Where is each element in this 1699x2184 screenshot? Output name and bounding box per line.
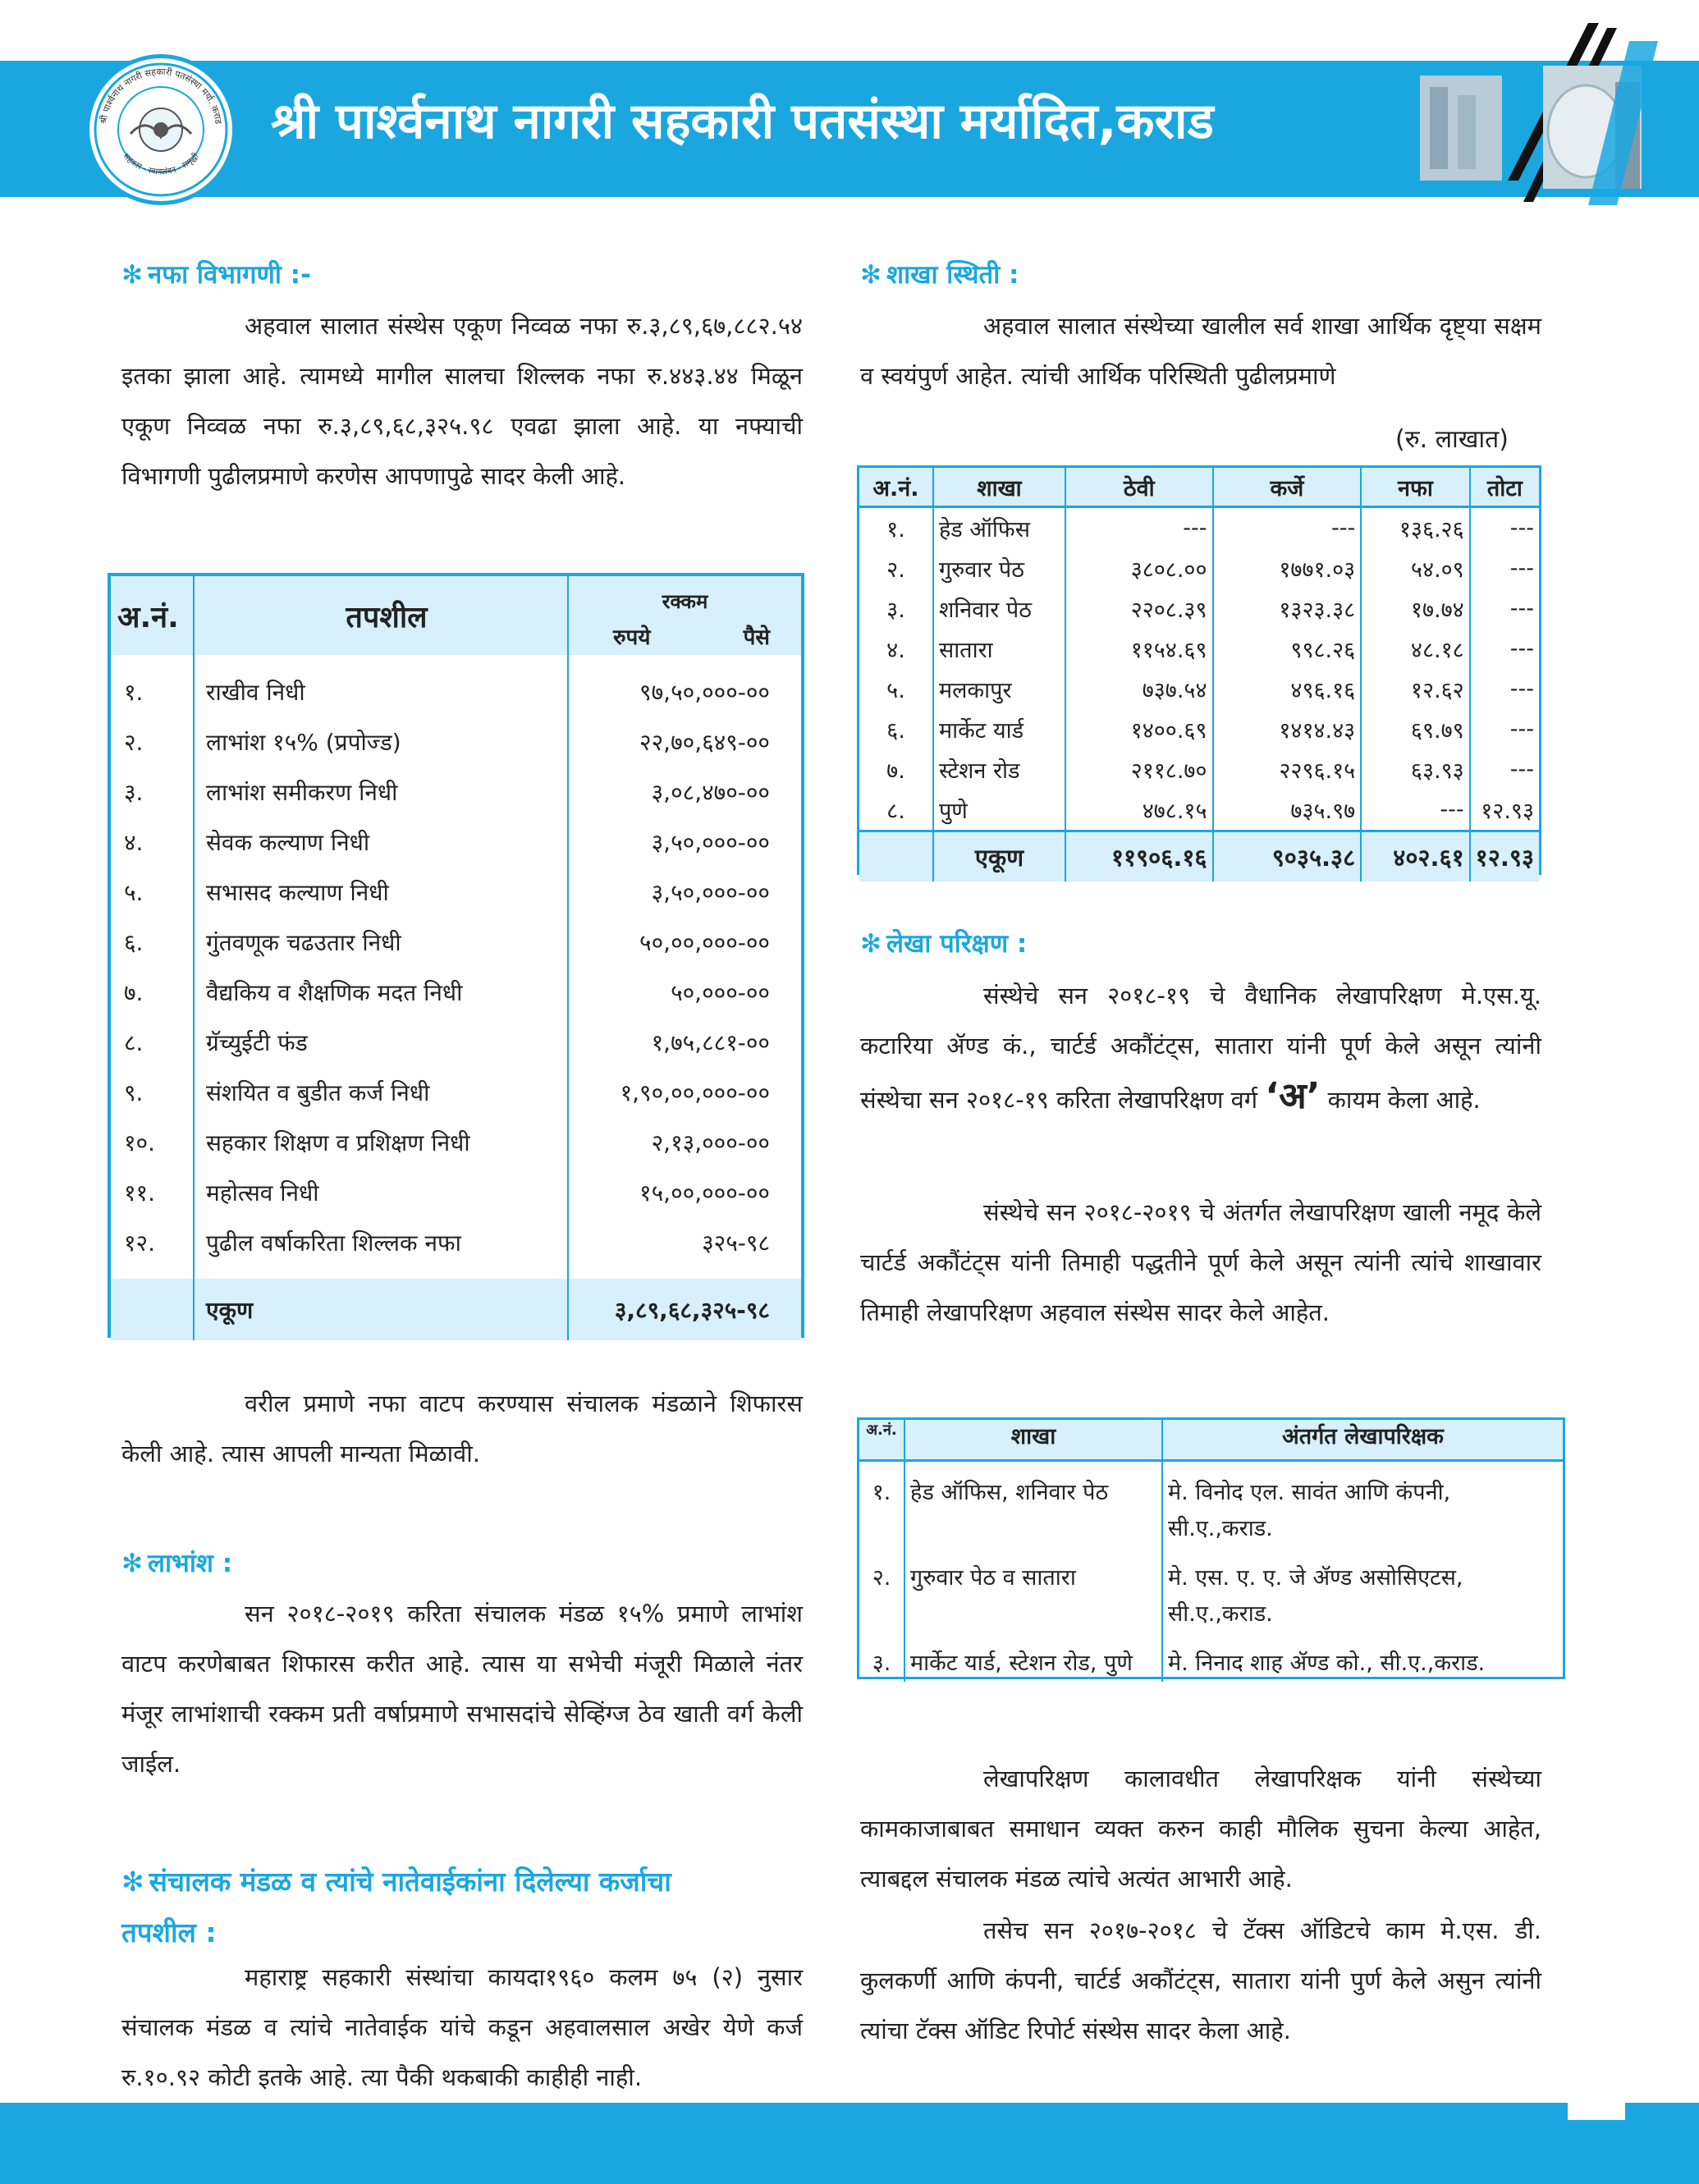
branch-cell: १२.९३ (1470, 790, 1539, 831)
row-detail: महोत्सव निधी (194, 1167, 568, 1217)
branch-cell: ३८०८.०० (1065, 548, 1213, 588)
branch-cell: शनिवार पेठ (933, 588, 1065, 629)
table-row (111, 1067, 801, 1117)
total-amount: ३,८९,६८,३२५-९८ (568, 1279, 801, 1340)
row-amount: ३,५०,०००-०० (568, 817, 801, 867)
branch-cell: २२९६.१५ (1213, 749, 1362, 790)
branch-cell: ५. (886, 678, 905, 703)
branch-cell: ८. (886, 799, 905, 824)
branch-cell: २२०८.३९ (1065, 588, 1213, 629)
branch-total-cell: १२.९३ (1470, 831, 1539, 882)
logo-emblem-icon (89, 58, 232, 201)
col-paise-label: पैसे (743, 625, 770, 650)
branch-col-header: ठेवी (1065, 468, 1213, 507)
auditor-cell: २. (872, 1565, 891, 1591)
table-row (111, 967, 801, 1017)
audit-p3: लेखापरिक्षण कालावधीत लेखापरिक्षक यांनी संस्थेच्या कामकाजाबाबत समाधान व्यक्त करुन काही मौलिक सुचना केल्या आहेत, त्याबद्दल संचालक मंडळ त्यांचे अत्यंत आभारी आहे. (860, 1765, 1541, 1893)
row-sn: १२. (124, 1229, 156, 1257)
col-amount (568, 576, 801, 655)
row-detail: सभासद कल्याण निधी (194, 867, 568, 917)
internal-auditor-table (857, 1417, 1565, 1679)
dividend-text: सन २०१८-२०१९ करिता संचालक मंडळ १५% प्रमाणे लाभांश वाटप करणेबाबत शिफारस करीत आहे. त्यास या सभेची मंजूरी मिळाले नंतर मंजूर लाभांशाची रक्कम प्रती वर्षाप्रमाणे सभासदांचे सेव्हिंग्ज ठेव खाती वर्ग केली जाईल. (121, 1600, 803, 1778)
heading-loans: ✻ संचालक मंडळ व त्यांचे नातेवाईकांना दिलेल्या कर्जाचा तपशील : (121, 1866, 671, 1948)
auditor-cell: मार्केट यार्ड, स्टेशन रोड, पुणे (904, 1632, 1162, 1682)
table-row (111, 1167, 801, 1217)
logo (85, 54, 236, 205)
loans-text: महाराष्ट्र सहकारी संस्थांचा कायदा१९६० कलम ७५ (२) नुसार संचालक मंडळ व त्यांचे नातेवाईक यांचे कडून अहवालसाल अखेर येणे कर्ज रु.१०.९२ कोटी इतके आहे. त्या पैकी थकबाकी काहीही नाही. (121, 1963, 803, 2091)
heading-audit: ✻ लेखा परिक्षण : (860, 929, 1028, 959)
row-detail: लाभांश समीकरण निधी (194, 767, 568, 817)
branch-cell: १४१४.४३ (1213, 709, 1362, 749)
table-spacer (111, 655, 801, 666)
table-row (859, 629, 1539, 669)
row-detail: सहकार शिक्षण व प्रशिक्षण निधी (194, 1117, 568, 1167)
unit-label: (रु. लाखात) (1395, 425, 1509, 454)
row-amount: २,१३,०००-०० (568, 1117, 801, 1167)
row-sn: ५. (124, 878, 144, 906)
branch-cell: --- (1470, 548, 1539, 588)
branch-total-cell: एकूण (933, 831, 1065, 882)
branch-cell: ७३५.९७ (1213, 790, 1362, 831)
table-row (111, 1117, 801, 1167)
branch-cell: स्टेशन रोड (933, 749, 1065, 790)
row-detail: राखीव निधी (194, 666, 568, 717)
branch-cell: --- (1213, 507, 1362, 549)
profit-distribution-table (108, 573, 804, 1338)
branch-col-header: तोटा (1470, 468, 1539, 507)
branch-col-header: शाखा (933, 468, 1065, 507)
branch-cell: --- (1470, 507, 1539, 549)
branch-cell: ११५४.६९ (1065, 629, 1213, 669)
audit-p1: संस्थेचे सन २०१८-१९ चे वैधानिक लेखापरिक्षण मे.एस.यू. कटारिया ॲण्ड कं., चार्टर्ड अकौंटंट्स, सातारा यांनी पूर्ण केले असून त्यांनी संस्थेचा सन २०१८-१९ करिता लेखापरिक्षण वर्ग ‘अ’ कायम केला आहे. (860, 982, 1541, 1117)
row-amount: १,९०,००,०००-०० (568, 1067, 801, 1117)
auditor-cell: मे. निनाद शाह ॲण्ड को., सी.ए.,कराड. (1162, 1632, 1563, 1682)
row-detail: गुंतवणूक चढउतार निधी (194, 917, 568, 967)
row-detail: पुढील वर्षाकरिता शिल्लक नफा (194, 1217, 568, 1267)
row-sn: ७. (124, 978, 144, 1006)
row-sn: ९. (124, 1078, 144, 1106)
row-sn: ३. (124, 778, 144, 806)
row-amount: १५,००,०००-०० (568, 1167, 801, 1217)
profit-intro: अहवाल सालात संस्थेस एकूण निव्वळ नफा रु.३,८९,६७,८८२.५४ इतका झाला आहे. त्यामध्ये मागील सालचा शिल्लक नफा रु.४४३.४४ मिळून एकूण निव्वळ नफा रु.३,८९,६८,३२५.९८ एवढा झाला आहे. या नफ्याची विभागणी पुढीलप्रमाणे करणेस आपणापुढे सादर केली आहे. (121, 312, 803, 490)
branch-total-cell: ९०३५.३८ (1213, 831, 1362, 882)
row-amount: ९७,५०,०००-०० (568, 666, 801, 717)
branch-col-header: अ.नं. (859, 468, 933, 507)
table-row (111, 917, 801, 967)
branch-cell: --- (1470, 669, 1539, 709)
audit-p2: संस्थेचे सन २०१८-२०१९ चे अंतर्गत लेखापरिक्षण खाली नमूद केले चार्टर्ड अकौंटंट्स यांनी तिमाही पद्धतीने पूर्ण केले असून त्यांनी त्यांचे शाखावार तिमाही लेखापरिक्षण अहवाल संस्थेस सादर केले आहेत. (860, 1198, 1541, 1326)
row-amount: ३,५०,०००-०० (568, 867, 801, 917)
footer-band (0, 2103, 1699, 2184)
col-detail: तपशील (194, 576, 568, 655)
row-amount: ५०,०००-०० (568, 967, 801, 1017)
branch-cell: ५४.०९ (1361, 548, 1469, 588)
row-detail: ग्रॅच्युईटी फंड (194, 1017, 568, 1067)
branch-cell: १७.७४ (1361, 588, 1469, 629)
branch-total-cell (859, 831, 933, 882)
table-row (111, 817, 801, 867)
branches-intro: अहवाल सालात संस्थेच्या खालील सर्व शाखा आर्थिक दृष्ट्या सक्षम व स्वयंपुर्ण आहेत. त्यांची आर्थिक परिस्थिती पुढीलप्रमाणे (860, 312, 1541, 390)
row-amount: २२,७०,६४९-०० (568, 717, 801, 767)
table-row (859, 1547, 1563, 1632)
row-sn: १. (124, 678, 144, 706)
branch-cell: १३६.२६ (1361, 507, 1469, 549)
branch-cell: १४००.६९ (1065, 709, 1213, 749)
auditor-cell: गुरुवार पेठ व सातारा (904, 1547, 1162, 1632)
branch-cell: ७३७.५४ (1065, 669, 1213, 709)
branch-cell: --- (1470, 709, 1539, 749)
branch-cell: हेड ऑफिस (933, 507, 1065, 549)
table-row (859, 749, 1539, 790)
heading-branches: ✻ शाखा स्थिती : (860, 260, 1019, 290)
branch-cell: --- (1470, 629, 1539, 669)
row-sn: ११. (124, 1179, 156, 1206)
auditor-cell: ३. (872, 1651, 891, 1676)
table-row (111, 717, 801, 767)
branch-cell: मलकापुर (933, 669, 1065, 709)
row-sn: ८. (124, 1028, 144, 1056)
row-amount: ३२५-९८ (568, 1217, 801, 1267)
branch-cell: २. (886, 557, 905, 583)
col-amount-label: रक्कम (662, 590, 708, 613)
row-detail: सेवक कल्याण निधी (194, 817, 568, 867)
branch-cell: १७७१.०३ (1213, 548, 1362, 588)
table-spacer (111, 1267, 801, 1279)
auditor-col-header: अंतर्गत लेखापरिक्षक (1162, 1420, 1563, 1461)
row-detail: वैद्यकिय व शैक्षणिक मदत निधी (194, 967, 568, 1017)
page-title: श्री पार्श्वनाथ नागरी सहकारी पतसंस्था मर्यादित,कराड (271, 93, 1214, 150)
branch-col-header: नफा (1361, 468, 1469, 507)
auditor-cell: मे. एस. ए. ए. जे ॲण्ड असोसिएटस, सी.ए.,कराड. (1162, 1547, 1563, 1632)
table-row (111, 867, 801, 917)
branch-cell: मार्केट यार्ड (933, 709, 1065, 749)
branch-cell: --- (1065, 507, 1213, 549)
col-rupees-label: रुपये (613, 625, 651, 650)
table-total-row (111, 1279, 801, 1340)
row-sn: ४. (124, 828, 144, 856)
branch-cell: --- (1470, 588, 1539, 629)
branch-cell: ६३.९३ (1361, 749, 1469, 790)
row-amount: ५०,००,०००-०० (568, 917, 801, 967)
heading-dividend: ✻ लाभांश : (121, 1549, 233, 1578)
table-row (859, 588, 1539, 629)
asterisk-icon: ✻ (121, 260, 143, 290)
branch-cell: ४. (886, 638, 905, 663)
profit-outro: वरील प्रमाणे नफा वाटप करण्यास संचालक मंडळाने शिफारस केली आहे. त्यास आपली मान्यता मिळावी. (121, 1390, 803, 1467)
table-row (859, 709, 1539, 749)
branch-cell: ६९.७९ (1361, 709, 1469, 749)
audit-p4: तसेच सन २०१७-२०१८ चे टॅक्स ऑडिटचे काम मे.एस. डी. कुलकर्णी आणि कंपनी, चार्टर्ड अकौंटंट्स, सातारा यांनी पुर्ण केले असुन त्यांनी त्यांचा टॅक्स ऑडिट रिपोर्ट संस्थेस सादर केला आहे. (860, 1916, 1541, 2044)
row-amount: १,७५,८८१-०० (568, 1017, 801, 1067)
footer-notch (1568, 2087, 1625, 2120)
row-sn: ६. (124, 928, 144, 956)
auditor-cell: मे. विनोद एल. सावंत आणि कंपनी, सी.ए.,कराड. (1162, 1461, 1563, 1548)
branch-col-header: कर्जे (1213, 468, 1362, 507)
table-row (859, 1461, 1563, 1548)
row-sn: २. (124, 728, 144, 756)
branch-cell: ९९८.२६ (1213, 629, 1362, 669)
row-amount: ३,०८,४७०-०० (568, 767, 801, 817)
asterisk-icon: ✻ (121, 1549, 143, 1578)
table-row (859, 507, 1539, 549)
branch-cell: पुणे (933, 790, 1065, 831)
branch-cell: ३. (886, 598, 905, 623)
table-row (111, 1017, 801, 1067)
asterisk-icon: ✻ (860, 260, 882, 290)
branch-status-table (857, 465, 1541, 875)
branch-total-cell: ११९०६.१६ (1065, 831, 1213, 882)
branch-cell: २११८.७० (1065, 749, 1213, 790)
branch-cell: १. (886, 517, 905, 543)
auditor-cell: १. (872, 1480, 891, 1505)
auditor-col-header: शाखा (904, 1420, 1162, 1461)
header-decoration-icon (1412, 16, 1683, 213)
audit-grade: ‘अ’ (1265, 1075, 1321, 1117)
row-detail: संशयित व बुडीत कर्ज निधी (194, 1067, 568, 1117)
branch-cell: १३२३.३८ (1213, 588, 1362, 629)
branch-cell: --- (1361, 790, 1469, 831)
row-sn: १०. (124, 1129, 156, 1156)
auditor-col-header: अ.नं. (859, 1420, 904, 1461)
table-row (111, 1217, 801, 1267)
branch-cell: ७. (886, 758, 905, 784)
table-row (859, 669, 1539, 709)
table-row (859, 1632, 1563, 1682)
branch-cell: --- (1470, 749, 1539, 790)
asterisk-icon: ✻ (860, 929, 882, 959)
branch-total-cell: ४०२.६१ (1361, 831, 1469, 882)
table-row (111, 666, 801, 717)
auditor-cell: हेड ऑफिस, शनिवार पेठ (904, 1461, 1162, 1548)
asterisk-icon: ✻ (121, 1866, 144, 1898)
branch-cell: ४७८.१५ (1065, 790, 1213, 831)
branch-cell: ४८.१८ (1361, 629, 1469, 669)
logo-ring-text: श्री पार्श्वनाथ नागरी सहकारी पतसंस्था मर्या. कराड (98, 66, 224, 125)
branch-cell: सातारा (933, 629, 1065, 669)
branch-cell: १२.६२ (1361, 669, 1469, 709)
logo-motto: सहकार - स्वावलंबन - समृद्धी (121, 152, 201, 177)
branch-cell: ४९६.१६ (1213, 669, 1362, 709)
total-empty (111, 1279, 194, 1340)
total-label: एकूण (194, 1279, 568, 1340)
branch-cell: ६. (886, 718, 905, 744)
table-row (111, 767, 801, 817)
table-total-row (859, 831, 1539, 882)
table-row (859, 790, 1539, 831)
heading-profit: ✻ नफा विभागणी :- (121, 260, 311, 290)
branch-cell: गुरुवार पेठ (933, 548, 1065, 588)
row-detail: लाभांश १५% (प्रपोज्ड) (194, 717, 568, 767)
col-sn: अ.नं. (111, 576, 194, 655)
table-row (859, 548, 1539, 588)
